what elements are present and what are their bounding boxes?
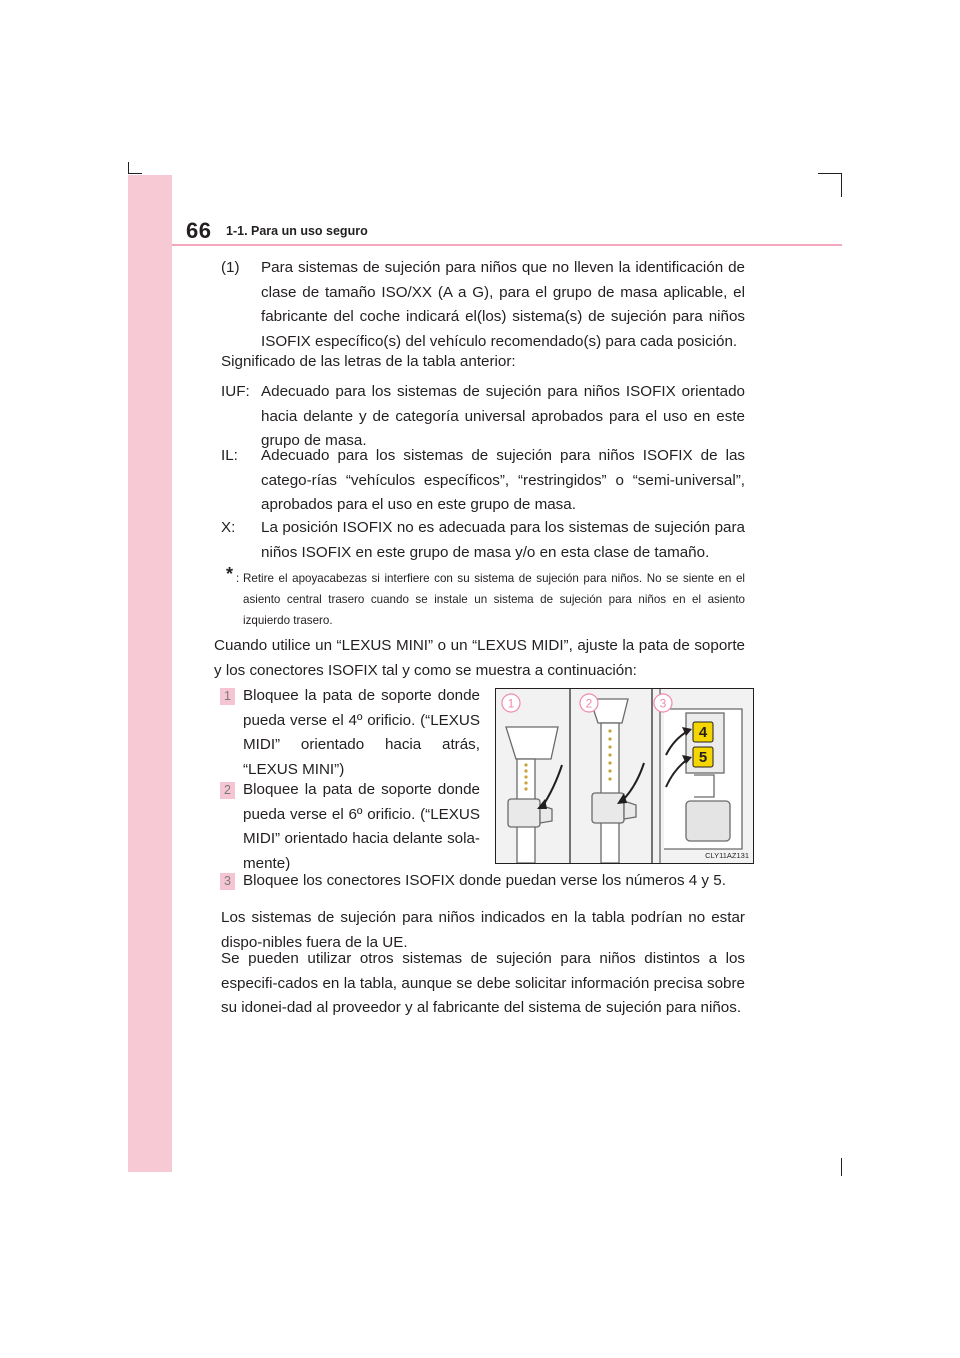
footnote-colon: : — [236, 572, 240, 585]
legend-key-il: IL: — [221, 447, 238, 464]
header-rule — [172, 244, 842, 246]
isofix-illustration — [495, 688, 754, 864]
support-leg-drawing — [590, 699, 636, 863]
legend-key-x: X: — [221, 519, 236, 536]
connector-number: 5 — [698, 749, 708, 766]
figure-code: CLY11AZ131 — [705, 851, 749, 860]
crop-mark — [128, 162, 129, 174]
legend-key-iuf: IUF: — [221, 383, 250, 400]
figure-panel-label: 1 — [507, 696, 515, 711]
arrow-icon — [622, 763, 644, 801]
other-systems-note: Se pueden utilizar otros sistemas de sujeción para niños distintos a los especifi-cados en la tabla, aunque se debe solicitar información precisa sobre su idonei-dad al proveedor y al fabricante del sistema de sujeción para niños. — [221, 950, 745, 1016]
figure-panel-label: 3 — [659, 696, 667, 711]
step-3-text: Bloquee los conectores ISOFIX donde puedan verse los números 4 y 5. — [243, 872, 726, 889]
step-number: 3 — [220, 873, 235, 890]
note1-text: Para sistemas de sujeción para niños que no lleven la identificación de clase de tamaño ISO/XX (A a G), para el grupo de masa aplicable, el fabricante del coche indicará el(los) sistema(s) de sujeción para niños ISOFIX específico(s) del vehículo recomendado(s) para cada posición. — [261, 259, 745, 350]
lexus-intro: Cuando utilice un “LEXUS MINI” o un “LEXUS MIDI”, ajuste la pata de soporte y los conectores ISOFIX tal y como se muestra a continuación: — [214, 637, 745, 679]
crop-mark — [818, 173, 842, 174]
footnote-marker: * — [226, 564, 234, 584]
legend-text-x: La posición ISOFIX no es adecuada para los sistemas de sujeción para niños ISOFIX en este grupo de masa y/o en esta clase de tamaño. — [261, 519, 745, 561]
step-number: 2 — [220, 782, 235, 799]
crop-mark — [128, 173, 142, 174]
chapter-sidebar — [128, 175, 172, 1172]
section-title: 1-1. Para un uso seguro — [226, 224, 368, 238]
connector-number: 4 — [698, 724, 708, 741]
page-number: 66 — [186, 218, 212, 243]
legend-text-iuf: Adecuado para los sistemas de sujeción para niños ISOFIX orientado hacia delante y de categoría universal aprobados para el uso en este grupo de masa. — [261, 383, 745, 449]
step-2-text: Bloquee la pata de soporte donde pueda verse el 6º orificio. (“LEXUS MIDI” orientado hacia delante sola-mente) — [243, 781, 480, 872]
crop-mark — [841, 173, 842, 197]
legend-intro: Significado de las letras de la tabla anterior: — [221, 353, 516, 370]
availability-note: Los sistemas de sujeción para niños indicados en la tabla podrían no estar dispo-nibles fuera de la UE. — [221, 909, 745, 951]
step-1-text: Bloquee la pata de soporte donde pueda verse el 4º orificio. (“LEXUS MIDI” orientado hacia atrás, “LEXUS MINI”) — [243, 687, 480, 778]
legend-text-il: Adecuado para los sistemas de sujeción para niños ISOFIX de las catego-rías “vehículos específicos”, “restringidos” o “semi-universal”, aprobados para el uso en este grupo de masa. — [261, 447, 745, 513]
footnote-text: Retire el apoyacabezas si interfiere con su sistema de sujeción para niños. No se siente en el asiento central trasero cuando se instale un sistema de sujeción para niños en el asiento izquierdo trasero. — [243, 572, 745, 627]
crop-mark — [841, 1158, 842, 1176]
note1-label: (1) — [221, 259, 240, 276]
step-number: 1 — [220, 688, 235, 705]
figure-panel-label: 2 — [585, 696, 593, 711]
